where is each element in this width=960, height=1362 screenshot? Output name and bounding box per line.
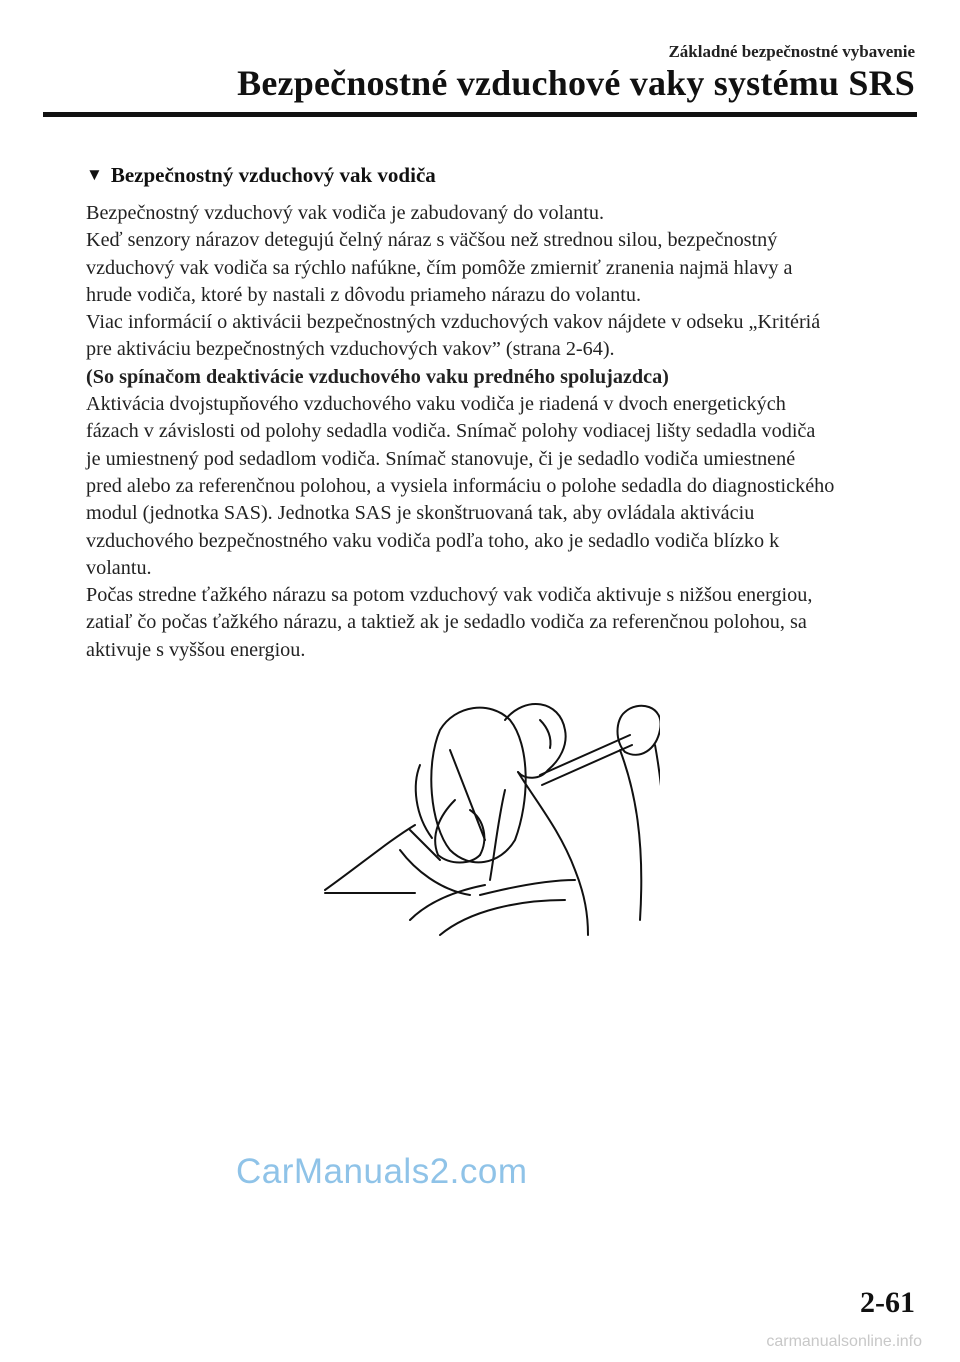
bold-subheading-line: (So spínačom deaktivácie vzduchového vaku predného spolujazdca) [86,365,669,388]
body-line: Počas stredne ťažkého nárazu sa potom vzduchový vak vodiča aktivuje s nižšou energiou, [86,584,813,607]
body-line: pred alebo za referenčnou polohou, a vysiela informáciu o polohe sedadla do diagnostického [86,474,835,497]
body-line: aktivuje s vyššou energiou. [86,638,306,661]
body-line: Aktivácia dvojstupňového vzduchového vaku vodiča je riadená v dvoch energetických [86,393,786,416]
section-heading-text: Bezpečnostný vzduchový vak vodiča [110,163,436,187]
body-line: volantu. [86,556,152,579]
header-divider [43,112,917,117]
body-line: Viac informácií o aktivácii bezpečnostných vzduchových vakov nájdete v odseku „Kritériá [86,311,821,334]
body-text [86,200,926,664]
body-line: vzduchového bezpečnostného vaku vodiča podľa toho, ako je sedadlo vodiča blízko k [86,529,780,552]
page-number: 2-61 [860,1286,915,1319]
page-title: Bezpečnostné vzduchové vaky systému SRS [237,63,915,103]
chapter-title: Základné bezpečnostné vybavenie [668,42,915,61]
footer-url: carmanualsonline.info [766,1333,922,1350]
body-line: je umiestnený pod sedadlom vodiča. Snímač stanovuje, či je sedadlo vodiča umiestnené [86,447,796,470]
down-triangle-icon: ▼ [86,164,103,184]
body-line: pre aktiváciu bezpečnostných vzduchových vakov” (strana 2-64). [86,338,615,361]
body-line: Keď senzory nárazov detegujú čelný náraz s väčšou než strednou silou, bezpečnostný [86,229,778,252]
body-line: zatiaľ čo počas ťažkého nárazu, a taktiež ak je sedadlo vodiča za referenčnou polohou, sa [86,611,807,634]
body-line: fázach v závislosti od polohy sedadla vodiča. Snímač polohy vodiacej lišty sedadla vodiča [86,420,816,443]
body-line: modul (jednotka SAS). Jednotka SAS je skonštruovaná tak, aby ovládala aktiváciu [86,502,755,525]
section-heading [86,163,436,188]
watermark: CarManuals2.com [236,1152,528,1191]
body-line: vzduchový vak vodiča sa rýchlo nafúkne, čím pomôže zmierniť zranenia najmä hlavy a [86,256,793,279]
body-line: Bezpečnostný vzduchový vak vodiča je zabudovaný do volantu. [86,202,604,224]
body-line: hrude vodiča, ktoré by nastali z dôvodu priameho nárazu do volantu. [86,283,641,306]
airbag-deployment-illustration [320,690,660,940]
